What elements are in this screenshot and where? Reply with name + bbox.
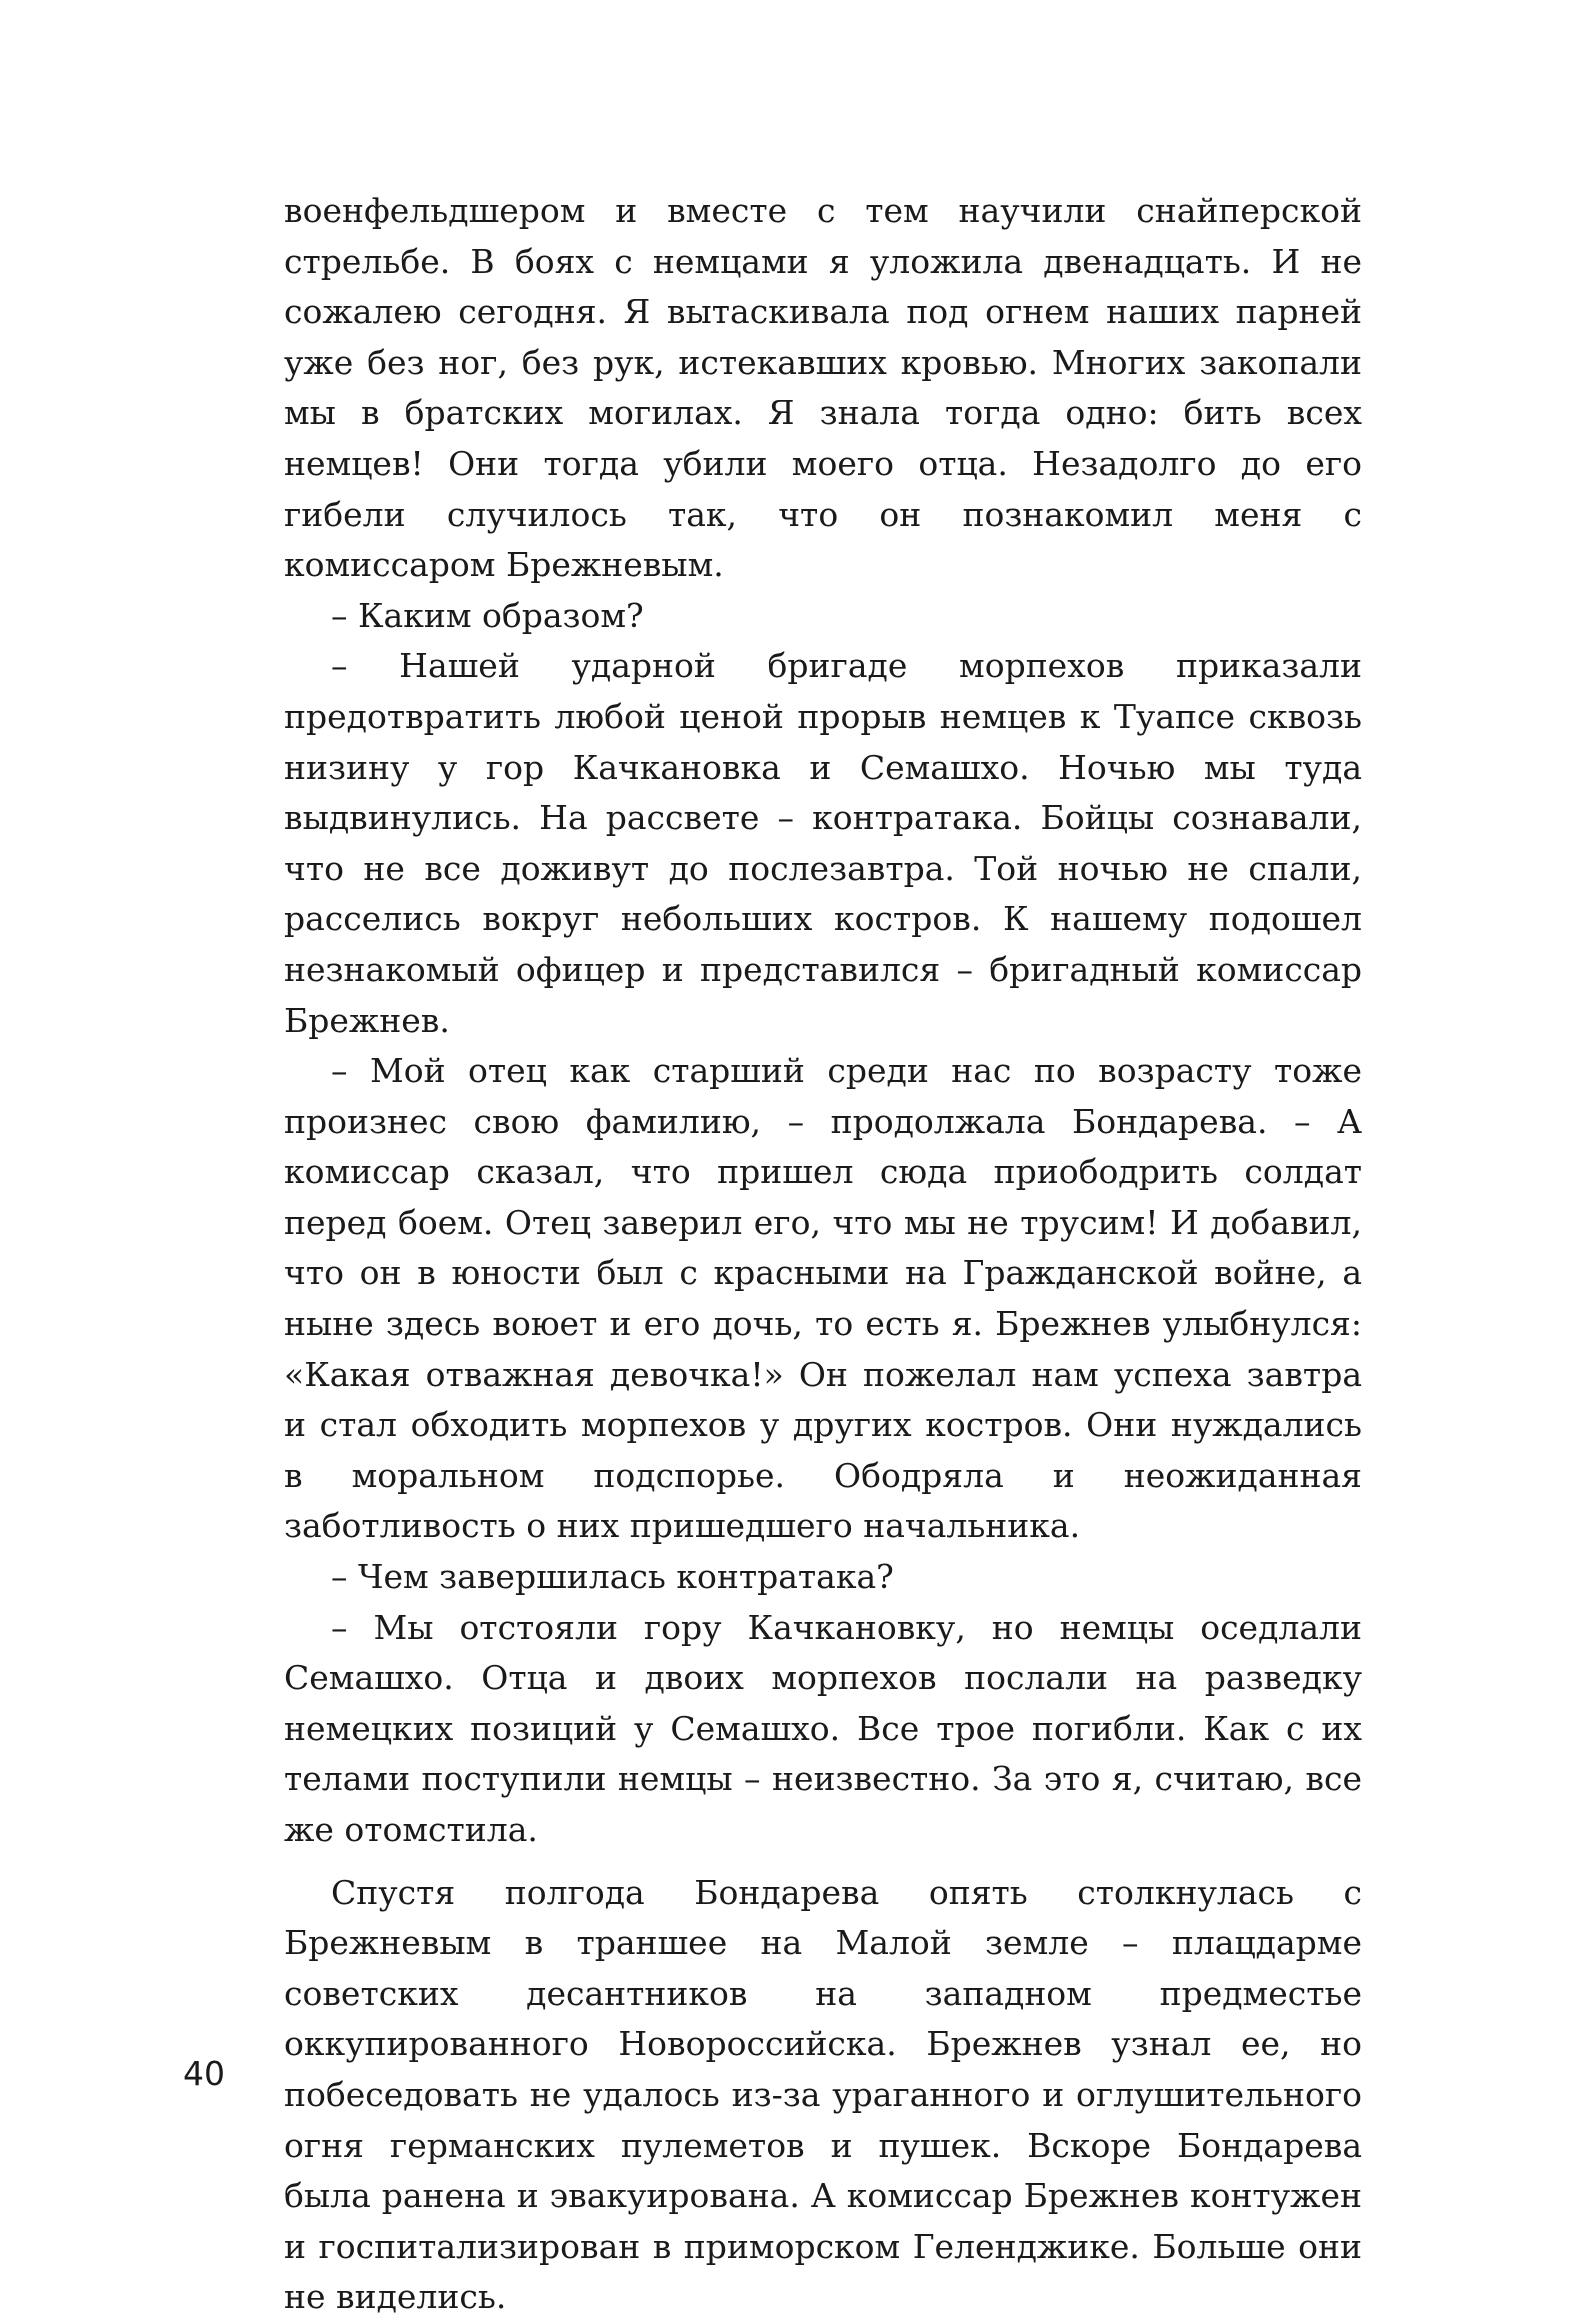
paragraph: – Каким образом? bbox=[331, 595, 644, 635]
paragraph: – Нашей ударной бригаде морпехов приказали предотвратить любой ценой прорыв немцев к Туапсе сквозь низину у гор Качкановка и Семашхо. Ночью мы туда выдвинулись. На рассвете – контратака. Бойцы сознавали, что не все доживут до послезавтра. Той ночью не спали, расселись вокруг небольших костров. К нашему подошел незнакомый офицер и представился – бригадный комиссар Брежнев. bbox=[284, 646, 1362, 1040]
body-text bbox=[284, 186, 1362, 2323]
paragraph: – Мой отец как старший среди нас по возрасту тоже произнес свою фамилию, – продолжала Бондарева. – А комиссар сказал, что пришел сюда приободрить солдат перед боем. Отец заверил его, что мы не трусим! И добавил, что он в юности был с красными на Гражданской войне, а ныне здесь воюет и его дочь, то есть я. Брежнев улыбнулся: «Какая отважная девочка!» Он пожелал нам успеха завтра и стал обходить морпехов у других костров. Они нуждались в моральном подспорье. Ободряла и неожиданная заботливость о них пришедшего начальника. bbox=[284, 1051, 1362, 1546]
paragraph: – Мы отстояли гору Качкановку, но немцы оседлали Семашхо. Отца и двоих морпехов послали на разведку немецких позиций у Семашхо. Все трое погибли. Как с их телами поступили немцы – неизвестно. За это я, считаю, все же отомстила. bbox=[284, 1607, 1362, 1849]
paragraph: – Чем завершилась контратака? bbox=[331, 1557, 894, 1597]
page-number: 40 bbox=[183, 2054, 225, 2093]
paragraph: Спустя полгода Бондарева опять столкнулась с Брежневым в траншее на Малой земле – плацдарме советских десантников на западном предместье оккупированного Новороссийска. Брежнев узнал ее, но побеседовать не удалось из-за ураганного и оглушительного огня германских пулеметов и пушек. Вскоре Бондарева была ранена и эвакуирована. А комиссар Брежнев контужен и госпитализирован в приморском Геленджике. Больше они не виделись. bbox=[284, 1872, 1362, 2317]
paragraph: военфельдшером и вместе с тем научили снайперской стрельбе. В боях с немцами я уложила двенадцать. И не сожалею сегодня. Я вытаскивала под огнем наших парней уже без ног, без рук, истекавших кровью. Многих закопали мы в братских могилах. Я знала тогда одно: бить всех немцев! Они тогда убили моего отца. Незадолго до его гибели случилось так, что он познакомил меня с комиссаром Брежневым. bbox=[284, 191, 1362, 585]
